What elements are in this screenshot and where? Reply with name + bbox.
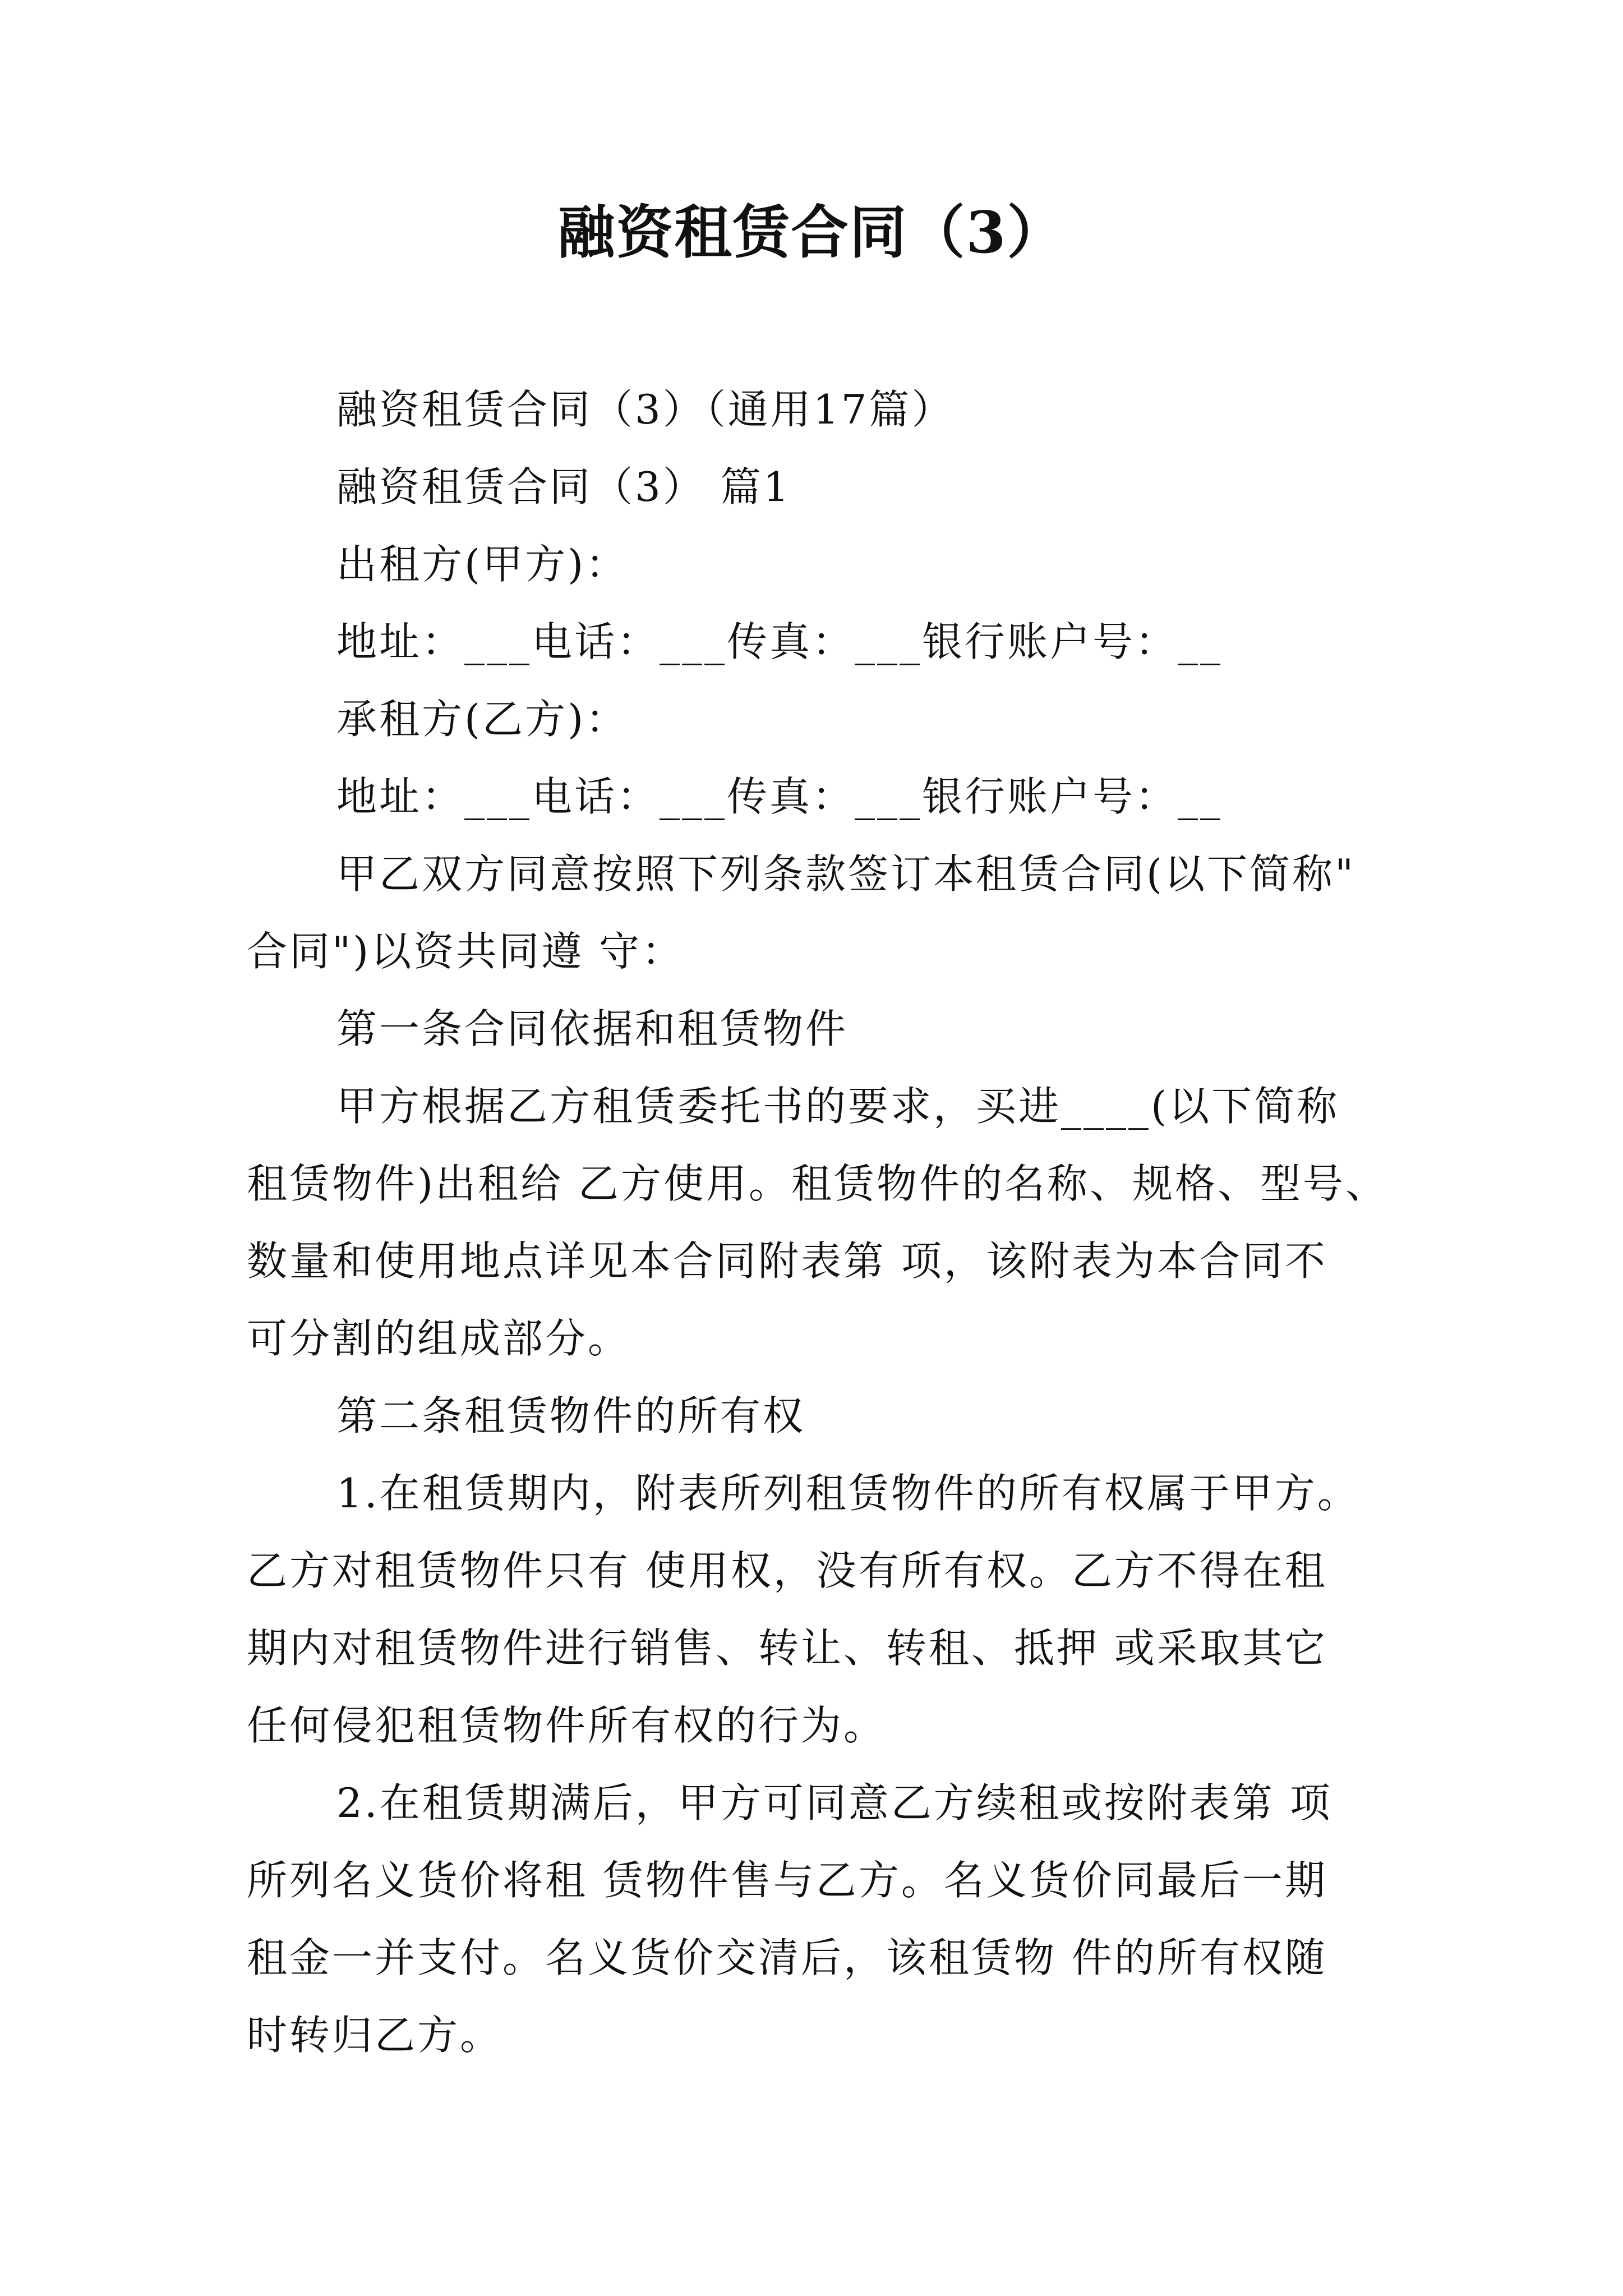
paragraph-line: 期内对租赁物件进行销售、转让、转租、抵押 或采取其它 <box>247 1625 1327 1672</box>
lessee-label: 承租方(乙方)： <box>336 696 629 743</box>
article-heading: 第一条合同依据和租赁物件 <box>336 1005 849 1052</box>
lessee-contact-line: 地址：___电话：___传真：___银行账户号：__ <box>336 773 1223 820</box>
paragraph-line: 租金一并支付。名义货价交清后，该租赁物 件的所有权随 <box>247 1934 1327 1981</box>
paragraph-line: 所列名义货价将租 赁物件售与乙方。名义货价同最后一期 <box>247 1857 1327 1904</box>
section-heading: 融资租赁合同（3） 篇1 <box>336 463 791 510</box>
paragraph-line: 数量和使用地点详见本合同附表第 项，该附表为本合同不 <box>247 1237 1327 1285</box>
paragraph-line: 乙方对租赁物件只有 使用权，没有所有权。乙方不得在租 <box>247 1547 1327 1594</box>
paragraph-line: 合同")以资共同遵 守： <box>247 928 685 975</box>
paragraph-line: 甲乙双方同意按照下列条款签订本租赁合同(以下简称" <box>336 850 1356 898</box>
paragraph-line: 2.在租赁期满后，甲方可同意乙方续租或按附表第 项 <box>336 1779 1332 1826</box>
document-title: 融资租赁合同（3） <box>557 199 1066 266</box>
lessor-contact-line: 地址：___电话：___传真：___银行账户号：__ <box>336 618 1223 665</box>
paragraph-line: 租赁物件)出租给 乙方使用。租赁物件的名称、规格、型号、 <box>247 1160 1388 1207</box>
paragraph-line: 可分割的组成部分。 <box>247 1315 631 1362</box>
paragraph-line: 时转归乙方。 <box>247 2012 503 2059</box>
subtitle-line: 融资租赁合同（3）（通用17篇） <box>336 386 955 433</box>
lessor-label: 出租方(甲方)： <box>336 541 629 588</box>
paragraph-line: 1.在租赁期内，附表所列租赁物件的所有权属于甲方。 <box>336 1470 1360 1517</box>
paragraph-line: 任何侵犯租赁物件所有权的行为。 <box>247 1702 887 1749</box>
article-heading: 第二条租赁物件的所有权 <box>336 1392 806 1439</box>
paragraph-line: 甲方根据乙方租赁委托书的要求，买进____(以下简称 <box>336 1083 1340 1130</box>
